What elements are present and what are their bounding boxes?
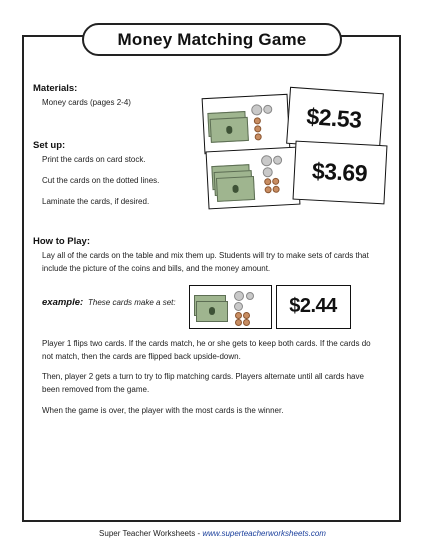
setup-step-2: Cut the cards on the dotted lines. <box>42 176 160 185</box>
example-text: These cards make a set: <box>88 298 176 307</box>
coin-card-1 <box>202 94 291 154</box>
dollar-bill-icon <box>216 176 255 202</box>
quarter-coin-icon <box>262 167 273 178</box>
how-to-play-intro: Lay all of the cards on the table and mix them up. Students will try to make sets of cards that include the picture of the coins and bills, and the money amount. <box>42 251 369 273</box>
penny-coin-icon <box>235 312 242 319</box>
example-label: example: <box>42 297 84 308</box>
example-coin-card <box>189 285 272 329</box>
materials-item: Money cards (pages 2-4) <box>42 98 131 107</box>
amount-text: $3.69 <box>311 157 368 186</box>
footer <box>0 529 425 538</box>
penny-coin-icon <box>272 178 279 185</box>
penny-coin-icon <box>243 319 250 326</box>
penny-coin-icon <box>254 117 261 124</box>
example-amount-card <box>276 285 351 329</box>
penny-coin-icon <box>254 125 261 132</box>
materials-heading: Materials: <box>33 83 78 94</box>
setup-step-3: Laminate the cards, if desired. <box>42 197 150 206</box>
how-to-play-heading: How to Play: <box>33 236 91 247</box>
setup-heading: Set up: <box>33 140 66 151</box>
dime-coin-icon <box>273 155 282 164</box>
penny-coin-icon <box>243 312 250 319</box>
dollar-bill-icon <box>210 117 249 143</box>
footer-url[interactable]: www.superteacherworksheets.com <box>202 529 326 538</box>
quarter-coin-icon <box>234 291 244 301</box>
dollar-bill-icon <box>196 301 228 322</box>
quarter-coin-icon <box>251 104 263 116</box>
dime-coin-icon <box>234 302 243 311</box>
footer-brand: Super Teacher Worksheets - <box>99 529 203 538</box>
penny-coin-icon <box>264 186 271 193</box>
amount-text: $2.53 <box>305 102 363 133</box>
penny-coin-icon <box>264 178 271 185</box>
nickel-coin-icon <box>263 105 272 114</box>
play-paragraph-3: When the game is over, the player with the most cards is the winner. <box>42 406 284 415</box>
quarter-coin-icon <box>261 155 273 167</box>
play-paragraph-1: Player 1 flips two cards. If the cards match, he or she gets to keep both cards. If the cards do not match, then the cards are flipped back upside-down. <box>42 339 371 361</box>
amount-text: $2.44 <box>289 295 337 317</box>
coin-card-2 <box>206 147 301 210</box>
page-title: Money Matching Game <box>82 23 342 56</box>
setup-step-1: Print the cards on card stock. <box>42 155 146 164</box>
play-paragraph-2: Then, player 2 gets a turn to try to flip matching cards. Players alternate until all cards have been removed from the game. <box>42 372 364 394</box>
penny-coin-icon <box>272 186 279 193</box>
penny-coin-icon <box>255 133 262 140</box>
penny-coin-icon <box>235 319 242 326</box>
dime-coin-icon <box>246 292 254 300</box>
amount-card-2 <box>293 141 388 205</box>
